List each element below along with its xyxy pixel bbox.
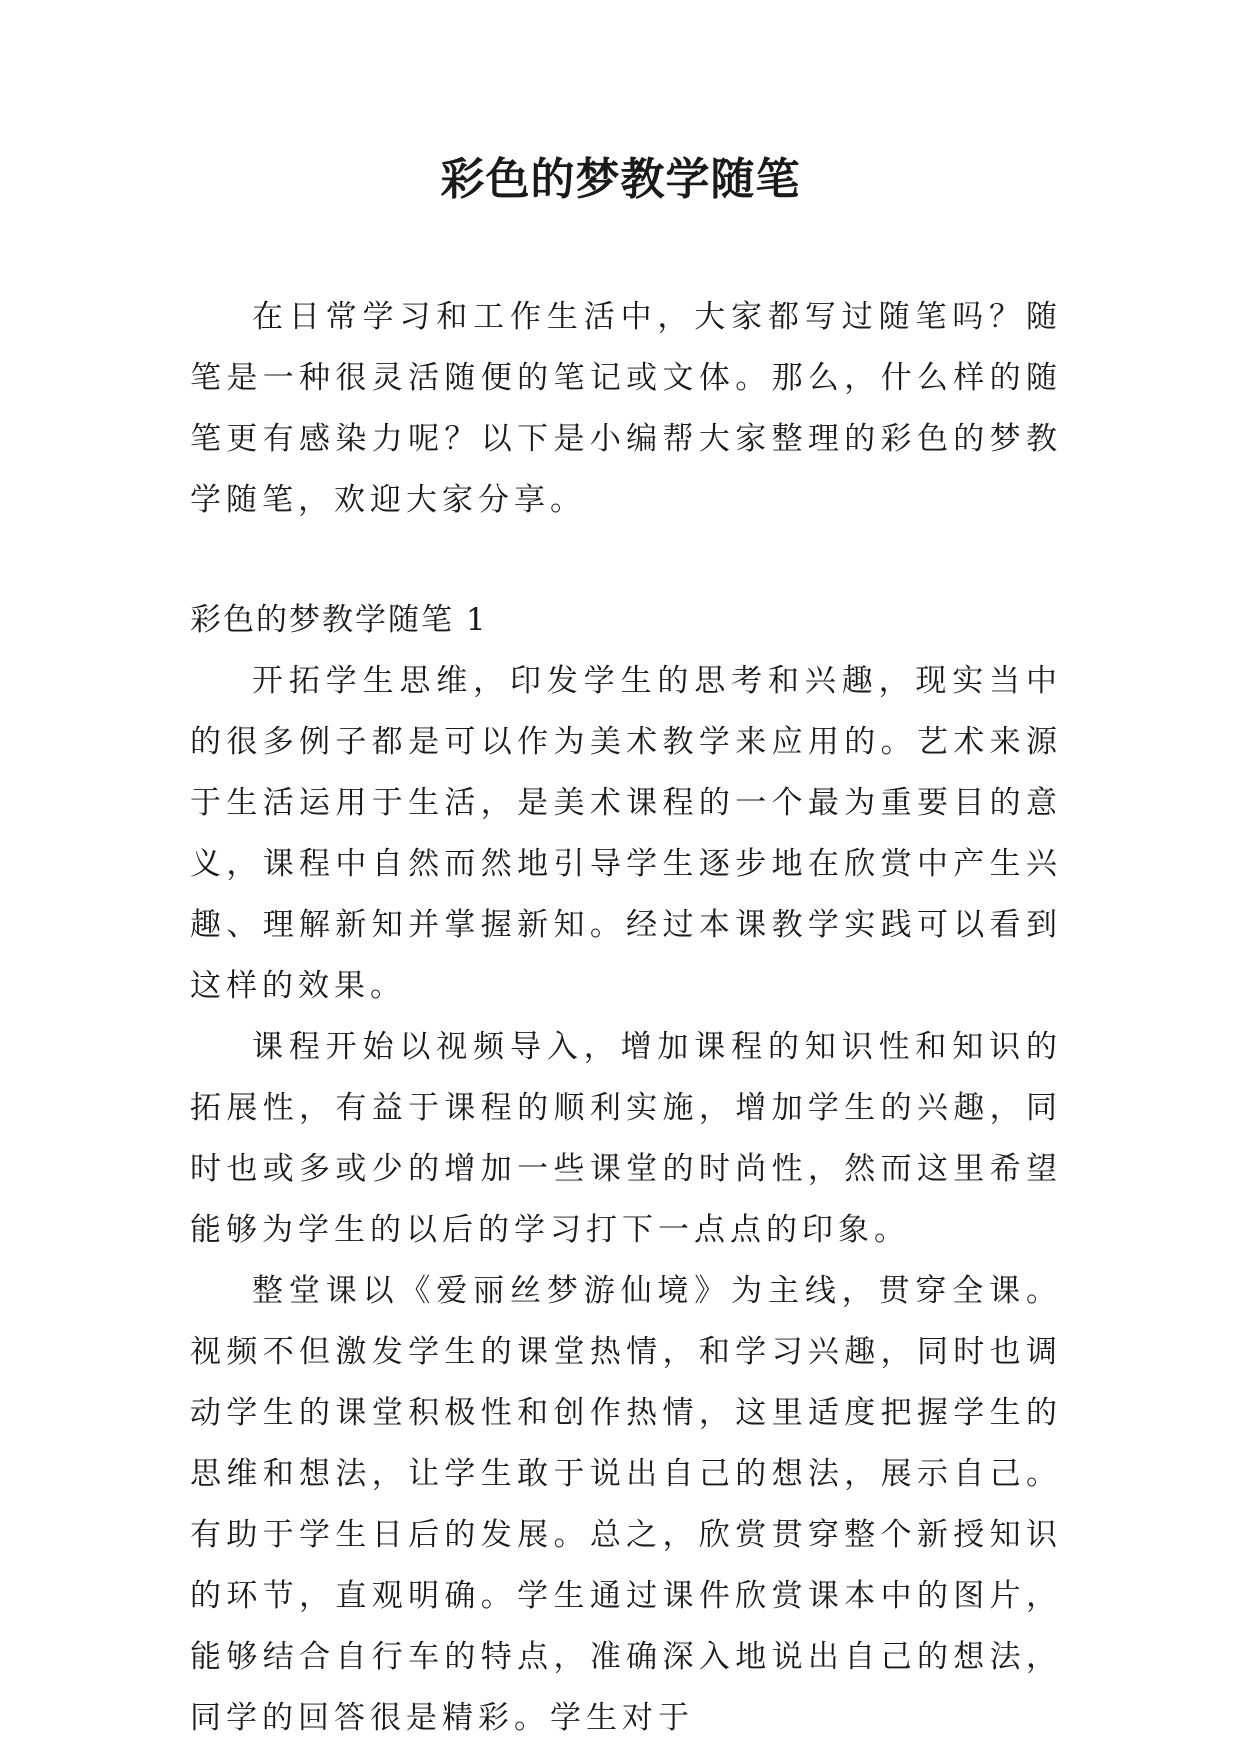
body-paragraph-3: 整堂课以《爱丽丝梦游仙境》为主线，贯穿全课。视频不但激发学生的课堂热情，和学习兴趣，同时也调动学生的课堂积极性和创作热情，这里适度把握学生的思维和想法，让学生敢于说出自己的想法，展示自己。有助于学生日后的发展。总之，欣赏贯穿整个新授知识的环节，直观明确。学生通过课件欣赏课本中的图片，能够结合自行车的特点，准确深入地说出自己的想法，同学的回答很是精彩。学生对于 (190, 1273, 1062, 1736)
body-paragraph-1: 开拓学生思维，印发学生的思考和兴趣，现实当中的很多例子都是可以作为美术教学来应用的。艺术来源于生活运用于生活，是美术课程的一个最为重要目的意义，课程中自然而然地引导学生逐步地在欣赏中产生兴趣、理解新知并掌握新知。经过本课教学实践可以看到这样的效果。 (190, 663, 1062, 1004)
document-title: 彩色的梦教学随笔 (440, 154, 801, 205)
section-heading: 彩色的梦教学随笔 1 (190, 602, 488, 638)
body-paragraph-2: 课程开始以视频导入，增加课程的知识性和知识的拓展性，有益于课程的顺利实施，增加学生的兴趣，同时也或多或少的增加一些课堂的时尚性，然而这里希望能够为学生的以后的学习打下一点点的印象。 (190, 1029, 1062, 1248)
intro-paragraph: 在日常学习和工作生活中，大家都写过随笔吗？随笔是一种很灵活随便的笔记或文体。那么，什么样的随笔更有感染力呢？以下是小编帮大家整理的彩色的梦教学随笔，欢迎大家分享。 (190, 299, 1062, 518)
document-body (190, 287, 1062, 1749)
